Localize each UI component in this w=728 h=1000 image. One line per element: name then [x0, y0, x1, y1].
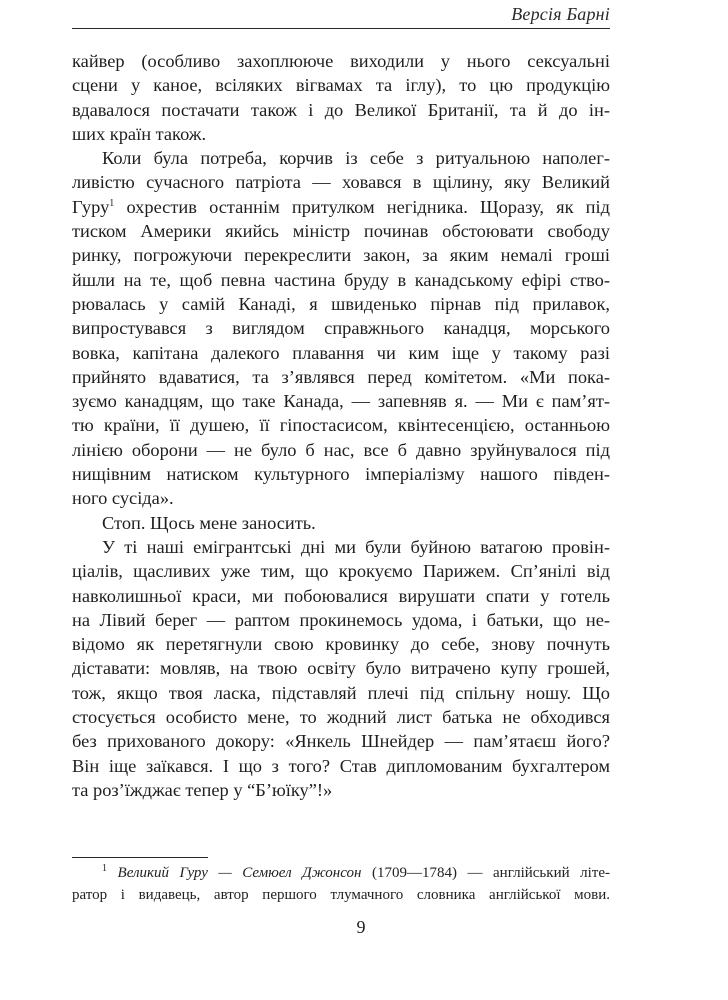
text-line: випростувався з виглядом справжнього канадця, морського — [72, 318, 610, 339]
paragraph-3 — [72, 511, 610, 535]
text-line: стосується особисто мене, то жодний лист батька не обходився — [72, 707, 610, 728]
footnote-reference[interactable]: 1 — [109, 197, 115, 209]
main-text — [72, 49, 610, 802]
text-line: ного сусіда». — [72, 488, 174, 509]
footnote-rule — [72, 857, 208, 858]
text-line: тю країни, її душею, її гіпостасисом, квінтесенцією, останньою — [72, 415, 610, 436]
footnote-term: Великий Гуру — [117, 865, 208, 881]
text-line: на Лівий берег — раптом прокинемось удома, і батьки, що не- — [72, 609, 610, 630]
footnote-line: ратор і видавець, автор першого тлумачного словника англійської мови. — [72, 887, 610, 903]
header-rule — [72, 28, 610, 29]
footnote-mark: 1 — [102, 863, 107, 874]
text-line: навколишньої краси, ми побоювалися вирушати спати у готель — [72, 585, 610, 606]
text-line: Він іще заїкався. І що з того? Став дипломованим бухгалтером — [72, 755, 610, 776]
footnote-person: Семюел Джонсон — [242, 865, 362, 881]
text-line: відомо як перетягнули свою кровинку до себе, знову почнуть — [72, 634, 610, 655]
text-line-with-footnote-ref — [72, 195, 610, 219]
text-line: сцени у каное, всіляких вігвамах та іглу), то цю продукцію — [72, 75, 610, 96]
text-line: ціалів, щасливих уже тим, що крокуємо Парижем. Сп’янілі від — [72, 561, 610, 582]
text-line: ливістю сучасного патріота — ховався в щілину, яку Великий — [72, 172, 610, 193]
text-line: рювалась у самій Канаді, я швиденько пірнав під прилавок, — [72, 293, 610, 314]
text-line: та роз’їжджає тепер у “Б’юїку”!» — [72, 779, 333, 800]
footnote-line — [72, 862, 610, 884]
text-fragment: охрестив останнім притулком негідника. Щоразу, як під — [126, 196, 610, 217]
text-line: Коли була потреба, корчив із себе з ритуальною наполег- — [102, 148, 610, 169]
footnote-text: (1709—1784) — англійський літе- — [361, 865, 611, 881]
paragraph-2 — [72, 146, 610, 510]
page-number — [0, 916, 728, 938]
text-line: Стоп. Щось мене заносить. — [102, 512, 316, 533]
text-line: йшли на те, щоб певна частина бруду в канадському ефірі ство- — [72, 269, 610, 290]
text-line: зуємо канадцям, що таке Канада, — запевняв я. — Ми є пам’ят- — [72, 391, 610, 412]
paragraph-4 — [72, 535, 610, 802]
text-fragment: Гуру — [72, 196, 110, 217]
text-line: діставати: мовляв, на твою освіту було витрачено купу грошей, — [72, 658, 610, 679]
text-line: вовка, капітана далекого плавання чи ким іще у такому разі — [72, 342, 610, 363]
text-line: без прихованого докору: «Янкель Шнейдер — пам’ятаєш його? — [72, 731, 610, 752]
running-head: Версія Барні — [511, 4, 610, 24]
text-line: У ті наші емігрантські дні ми були буйною ватагою провін- — [102, 536, 610, 557]
text-line: нищівним натиском культурного імперіалізму нашого півден- — [72, 464, 610, 485]
text-line: ринку, погрожуючи перекреслити закон, за яким немалі гроші — [72, 245, 610, 266]
page-number-value: 9 — [356, 917, 366, 937]
text-line: тиском Америки якийсь міністр починав обстоювати свободу — [72, 221, 610, 242]
text-line: лінією оборони — не було б нас, все б давно зруйнувалося під — [72, 439, 610, 460]
text-line: прийнято вдаватися, та з’являвся перед комітетом. «Ми пока- — [72, 366, 610, 387]
footnote-dash: — — [207, 865, 243, 881]
text-line: вдавалося постачати також і до Великої Британії, та й до ін- — [72, 99, 610, 120]
text-line: ших країн також. — [72, 123, 207, 144]
text-line: кайвер (особливо захоплююче виходили у нього сексуальні — [72, 51, 610, 71]
paragraph-1 — [72, 49, 610, 146]
footnote — [72, 862, 610, 906]
text-line: тож, якщо твоя ласка, підставляй плечі під спільну ношу. Що — [72, 682, 610, 703]
